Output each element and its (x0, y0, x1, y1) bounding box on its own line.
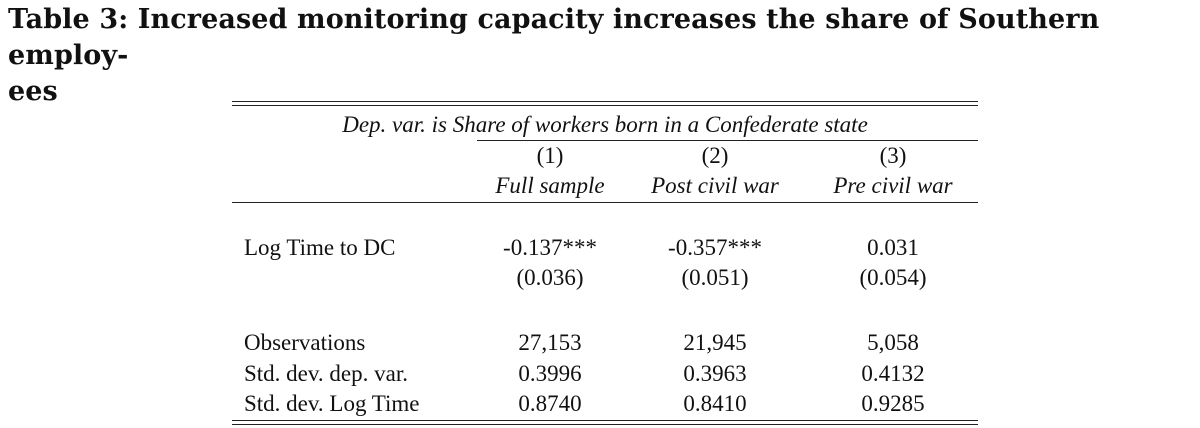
stats-value-sd-log-time-1: 0.8740 (518, 391, 582, 416)
stats-value-sd-dep-var-2: 0.3963 (683, 361, 747, 386)
coef-std-error-3: (0.054) (859, 265, 927, 290)
stats-value-sd-log-time-3: 0.9285 (861, 391, 925, 416)
coef-std-error-2: (0.051) (681, 265, 749, 290)
caption-line-2: ees (8, 76, 58, 107)
top-rule-upper (232, 101, 978, 102)
stats-value-observations-1: 27,153 (518, 330, 582, 355)
column-label-2: Post civil war (651, 173, 779, 198)
column-number-2: (2) (701, 143, 729, 168)
coef-std-error-1: (0.036) (516, 265, 584, 290)
coef-estimate-1: -0.137*** (503, 235, 597, 260)
top-rule-lower (232, 105, 978, 106)
column-number-3: (3) (879, 143, 907, 168)
coef-estimate-2: -0.357*** (668, 235, 762, 260)
column-label-1: Full sample (495, 173, 605, 198)
stats-row-label-sd-dep-var: Std. dev. dep. var. (244, 361, 408, 386)
column-number-1: (1) (536, 143, 564, 168)
bottom-rule-lower (232, 424, 978, 425)
stats-value-sd-dep-var-3: 0.4132 (861, 361, 925, 386)
stats-value-observations-3: 5,058 (867, 330, 919, 355)
stats-value-sd-log-time-2: 0.8410 (683, 391, 747, 416)
caption-line-1: Table 3: Increased monitoring capacity increases the share of Southern employ- (8, 4, 1100, 71)
stats-value-observations-2: 21,945 (683, 330, 747, 355)
coef-row-label: Log Time to DC (244, 235, 396, 260)
stats-row-label-observations: Observations (244, 330, 366, 355)
bottom-rule-upper (232, 420, 978, 421)
column-label-3: Pre civil war (833, 173, 953, 198)
dep-var-header: Dep. var. is Share of workers born in a Confederate state (342, 112, 868, 137)
table-caption (8, 2, 1188, 110)
stats-row-label-sd-log-time: Std. dev. Log Time (244, 391, 420, 416)
coef-estimate-3: 0.031 (867, 235, 919, 260)
cmidrule (477, 140, 978, 141)
stats-value-sd-dep-var-1: 0.3996 (518, 361, 582, 386)
mid-rule (232, 202, 978, 203)
